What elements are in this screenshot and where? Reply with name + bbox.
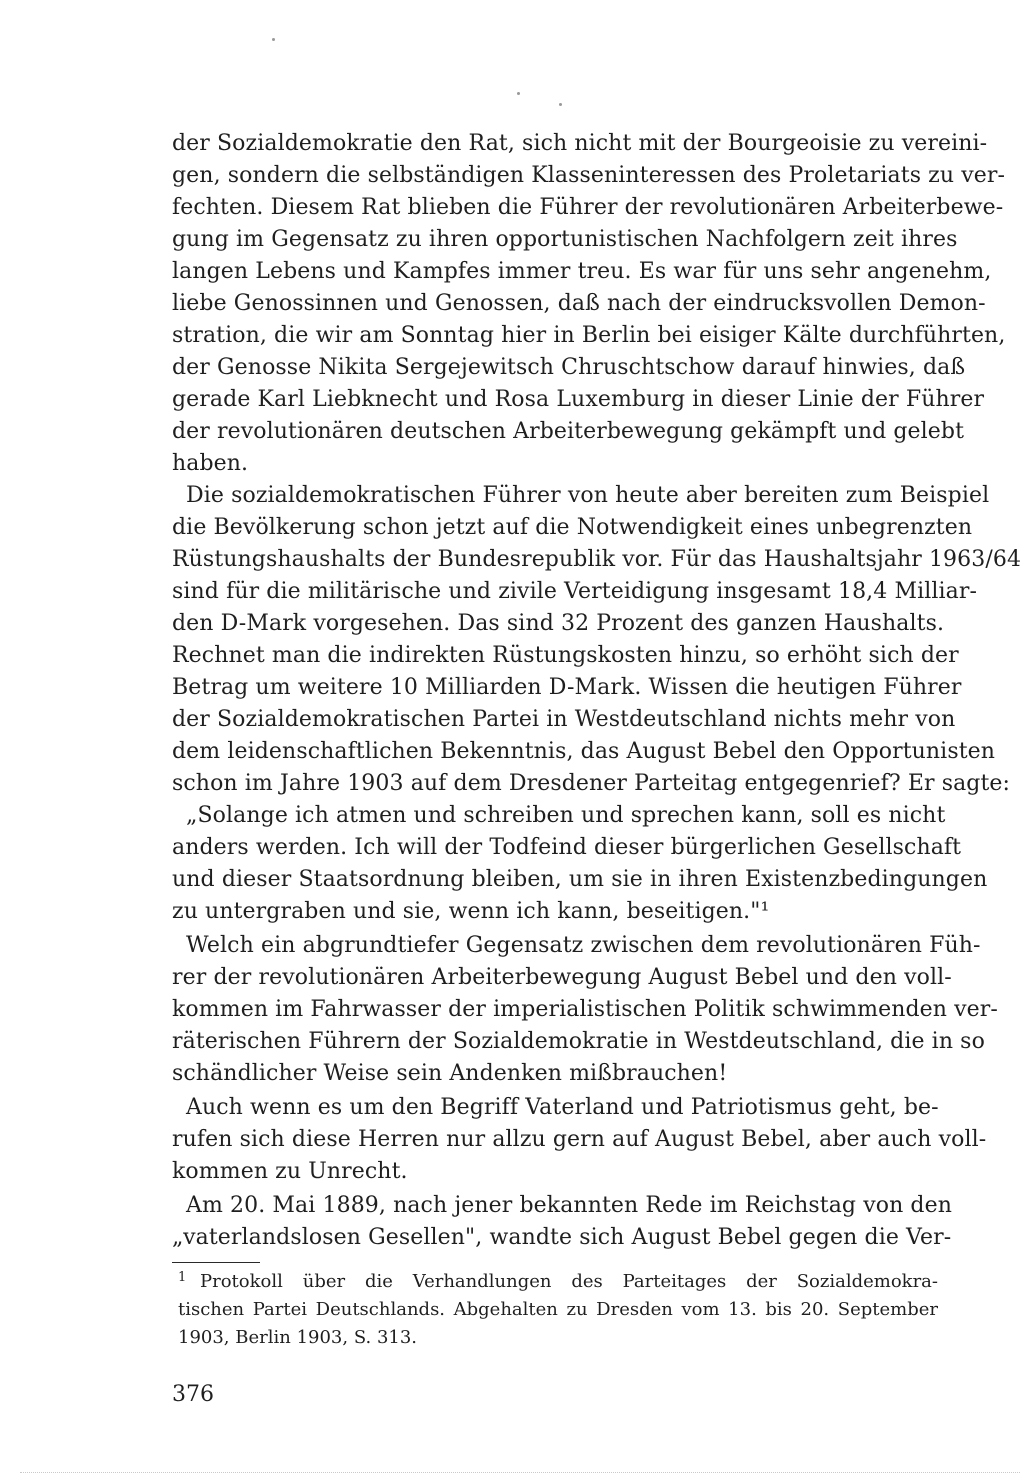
text-line: sind für die militärische und zivile Verteidigung insgesamt 18,4 Milliar- — [172, 579, 977, 604]
quote-line: anders werden. Ich will der Todfeind dieser bürgerlichen Gesellschaft — [172, 835, 962, 860]
text-line: haben. — [172, 451, 249, 476]
paragraph-start-line: Auch wenn es um den Begriff Vaterland und Patriotismus geht, be- — [186, 1095, 939, 1120]
scan-speck — [517, 92, 520, 95]
text-line: der revolutionären deutschen Arbeiterbewegung gekämpft und gelebt — [172, 419, 965, 444]
text-line: rer der revolutionären Arbeiterbewegung August Bebel und den voll- — [172, 965, 952, 990]
text-line: langen Lebens und Kampfes immer treu. Es war für uns sehr angenehm, — [172, 259, 992, 284]
footnote-marker: 1 — [178, 1270, 187, 1285]
text-line: gung im Gegensatz zu ihren opportunistischen Nachfolgern zeit ihres — [172, 227, 958, 252]
footnote-rule — [172, 1262, 260, 1263]
paragraph-start-line: Die sozialdemokratischen Führer von heute aber bereiten zum Beispiel — [186, 483, 990, 508]
scan-speck — [559, 103, 562, 106]
footnote-line: Protokoll über die Verhandlungen des Parteitages der Sozialdemokra- — [200, 1271, 938, 1292]
text-line: kommen zu Unrecht. — [172, 1159, 408, 1184]
text-line: schon im Jahre 1903 auf dem Dresdener Parteitag entgegenrief? Er sagte: — [172, 771, 1011, 796]
scan-edge — [20, 1472, 1020, 1473]
text-line: die Bevölkerung schon jetzt auf die Notwendigkeit eines unbegrenzten — [172, 515, 973, 540]
quote-line: und dieser Staatsordnung bleiben, um sie in ihren Existenzbedingungen — [172, 867, 988, 892]
text-line: schändlicher Weise sein Andenken mißbrauchen! — [172, 1061, 728, 1086]
page-number: 376 — [172, 1382, 214, 1407]
text-line: Betrag um weitere 10 Milliarden D-Mark. Wissen die heutigen Führer — [172, 675, 962, 700]
paragraph-start-line: Welch ein abgrundtiefer Gegensatz zwischen dem revolutionären Füh- — [186, 933, 981, 958]
text-line: liebe Genossinnen und Genossen, daß nach der eindrucksvollen Demon- — [172, 291, 986, 316]
text-line: stration, die wir am Sonntag hier in Berlin bei eisiger Kälte durchführten, — [172, 323, 1006, 348]
text-line: gen, sondern die selbständigen Klasseninteressen des Proletariats zu ver- — [172, 163, 1006, 188]
text-line: Rüstungshaushalts der Bundesrepublik vor. Für das Haushaltsjahr 1963/64 — [172, 547, 1022, 572]
quote-line: zu untergraben und sie, wenn ich kann, beseitigen."¹ — [172, 899, 770, 924]
text-line: den D-Mark vorgesehen. Das sind 32 Prozent des ganzen Haushalts. — [172, 611, 945, 636]
text-line: der Sozialdemokratie den Rat, sich nicht mit der Bourgeoisie zu vereini- — [172, 131, 988, 156]
footnote-line: 1903, Berlin 1903, S. 313. — [178, 1327, 418, 1348]
text-line: der Sozialdemokratischen Partei in Westdeutschland nichts mehr von — [172, 707, 956, 732]
text-line: gerade Karl Liebknecht und Rosa Luxemburg in dieser Linie der Führer — [172, 387, 985, 412]
paragraph-start-line: Am 20. Mai 1889, nach jener bekannten Rede im Reichstag von den — [186, 1193, 952, 1218]
text-line: räterischen Führern der Sozialdemokratie in Westdeutschland, die in so — [172, 1029, 985, 1054]
quote-start-line: „Solange ich atmen und schreiben und sprechen kann, soll es nicht — [186, 803, 946, 828]
text-line: rufen sich diese Herren nur allzu gern auf August Bebel, aber auch voll- — [172, 1127, 987, 1152]
text-line: fechten. Diesem Rat blieben die Führer der revolutionären Arbeiterbewe- — [172, 195, 1004, 220]
text-line: Rechnet man die indirekten Rüstungskosten hinzu, so erhöht sich der — [172, 643, 959, 668]
text-line: „vaterlandslosen Gesellen", wandte sich August Bebel gegen die Ver- — [172, 1225, 952, 1250]
text-line: dem leidenschaftlichen Bekenntnis, das August Bebel den Opportunisten — [172, 739, 996, 764]
text-line: der Genosse Nikita Sergejewitsch Chruschtschow darauf hinwies, daß — [172, 355, 966, 380]
scan-speck — [272, 38, 275, 41]
footnote-line: tischen Partei Deutschlands. Abgehalten zu Dresden vom 13. bis 20. September — [178, 1299, 938, 1320]
text-line: kommen im Fahrwasser der imperialistischen Politik schwimmenden ver- — [172, 997, 998, 1022]
